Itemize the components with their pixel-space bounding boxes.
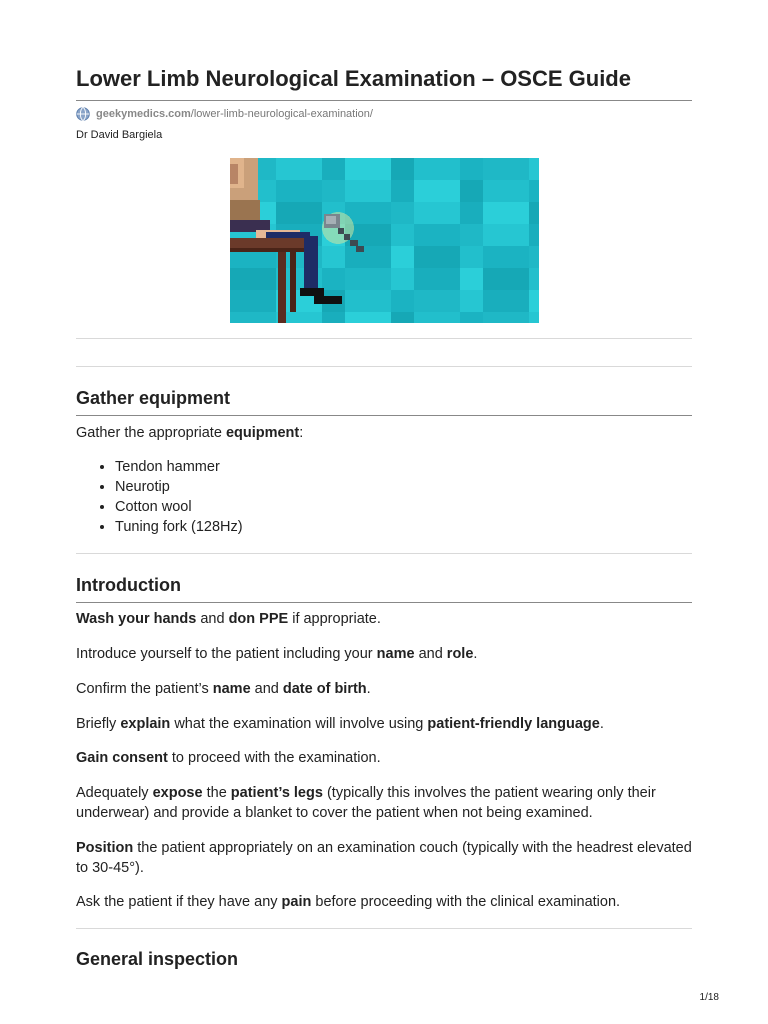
heading-underline [76,415,692,416]
divider [76,366,692,367]
paragraph: Introduce yourself to the patient including your name and role. [76,646,478,662]
page-number: 1/18 [699,992,719,1003]
paragraph: Adequately expose the patient’s legs (typically this involves the patient wearing only their underwear) and provide a blanket to cover the patient when not being examined. [76,785,656,821]
section-heading-equipment: Gather equipment [76,388,231,408]
title-divider [76,100,692,101]
list-item: • Cotton wool [115,497,243,517]
source-domain[interactable]: geekymedics.com [96,108,191,120]
equipment-intro: Gather the appropriate equipment: [76,425,304,441]
hero-illustration [230,158,539,323]
divider [76,338,692,339]
list-item: • Neurotip [115,477,243,497]
paragraph: Position the patient appropriately on an examination couch (typically with the headrest elevated to 30-45°). [76,840,692,876]
equipment-list [99,457,243,537]
paragraph: Gain consent to proceed with the examination. [76,750,381,766]
paragraph: Wash your hands and don PPE if appropriate. [76,611,381,627]
paragraph: Briefly explain what the examination will involve using patient-friendly language. [76,716,604,732]
globe-icon [76,107,90,121]
page-title: Lower Limb Neurological Examination – OSCE Guide [76,66,631,91]
paragraph: Confirm the patient’s name and date of birth. [76,681,371,697]
section-heading-general-inspection: General inspection [76,949,239,969]
divider [76,553,692,554]
divider [76,928,692,929]
section-heading-introduction: Introduction [76,575,181,595]
source-path[interactable]: /lower-limb-neurological-examination/ [190,108,373,120]
heading-underline [76,602,692,603]
paragraph: Ask the patient if they have any pain before proceeding with the clinical examination. [76,894,621,910]
author-name: Dr David Bargiela [76,129,163,141]
source-link[interactable] [76,106,373,122]
list-item: • Tuning fork (128Hz) [115,517,243,537]
list-item: • Tendon hammer [115,457,243,477]
